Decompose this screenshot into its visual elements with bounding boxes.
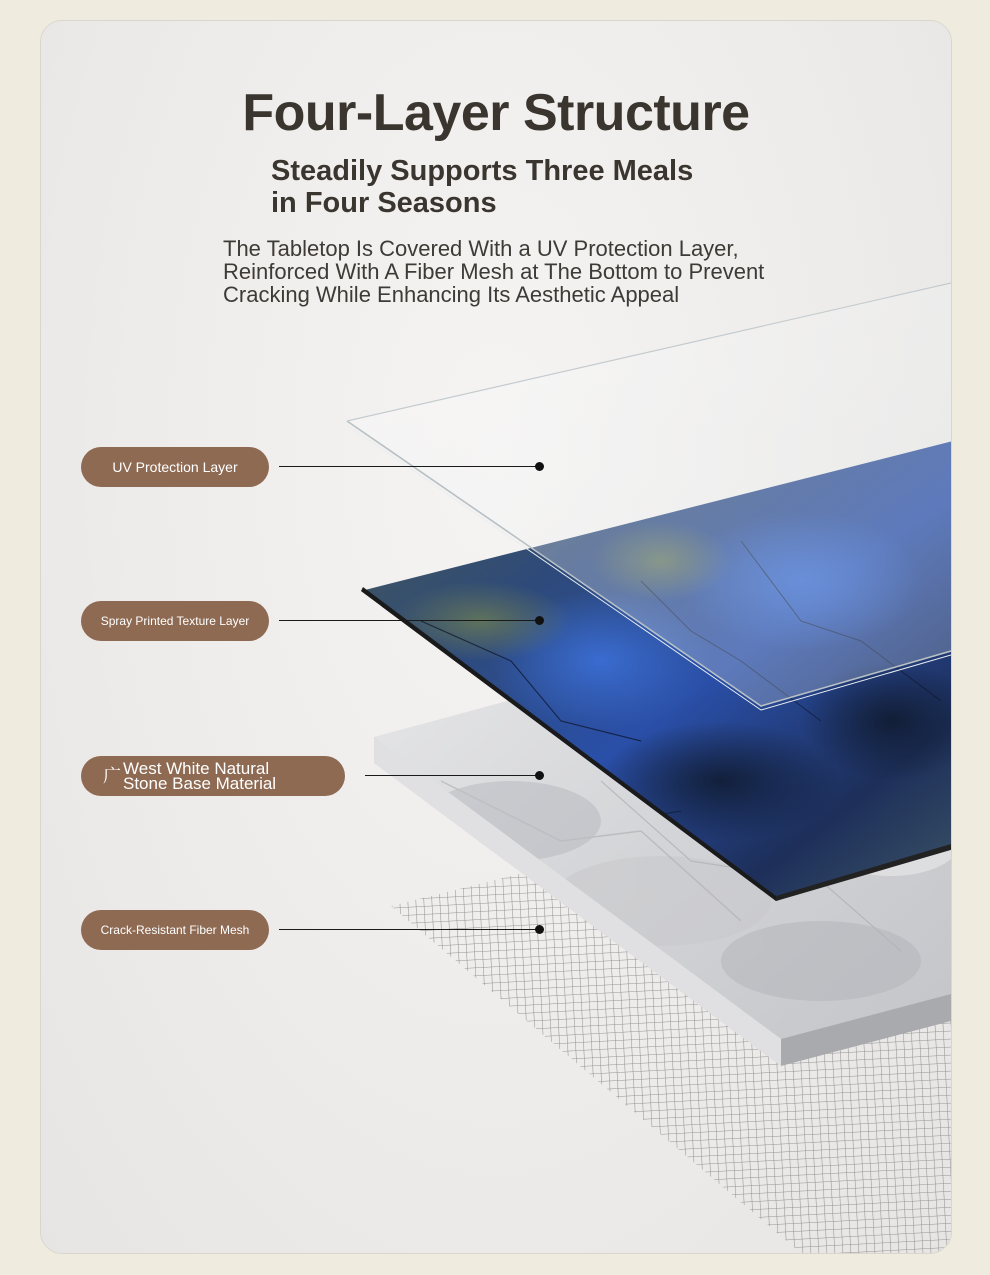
description-line-2: Reinforced With A Fiber Mesh at The Bottom to Prevent <box>223 259 765 284</box>
label-spray-printed-texture-layer <box>81 601 269 641</box>
spray-leader-dot <box>535 616 544 625</box>
mesh-leader-line <box>279 929 539 930</box>
label-stone-line-1: West White Natural <box>123 759 270 778</box>
description-line-3: Cracking While Enhancing Its Aesthetic Appeal <box>223 282 680 307</box>
label-spray-text: Spray Printed Texture Layer <box>100 614 250 628</box>
page-title: Four-Layer Structure <box>242 84 750 142</box>
product-card <box>40 20 952 1254</box>
mesh-leader-dot <box>535 925 544 934</box>
label-stone-base-material <box>81 756 345 796</box>
label-stone-line-2: Stone Base Material <box>123 774 277 793</box>
label-uv-protection-layer <box>81 447 269 487</box>
subtitle-line-1: Steadily Supports Three Meals <box>271 155 694 187</box>
label-mesh-text: Crack-Resistant Fiber Mesh <box>100 923 250 937</box>
description-line-1: The Tabletop Is Covered With a UV Protection Layer, <box>223 236 739 261</box>
label-uv-text: UV Protection Layer <box>112 459 238 475</box>
stone-leader-dot <box>535 771 544 780</box>
uv-leader-dot <box>535 462 544 471</box>
stone-leader-line <box>365 775 539 776</box>
spray-leader-line <box>279 620 539 621</box>
label-crack-resistant-fiber-mesh <box>81 910 269 950</box>
uv-leader-line <box>279 466 539 467</box>
label-stone-glyph: 广 <box>103 765 121 786</box>
subtitle-line-2: in Four Seasons <box>271 187 497 219</box>
